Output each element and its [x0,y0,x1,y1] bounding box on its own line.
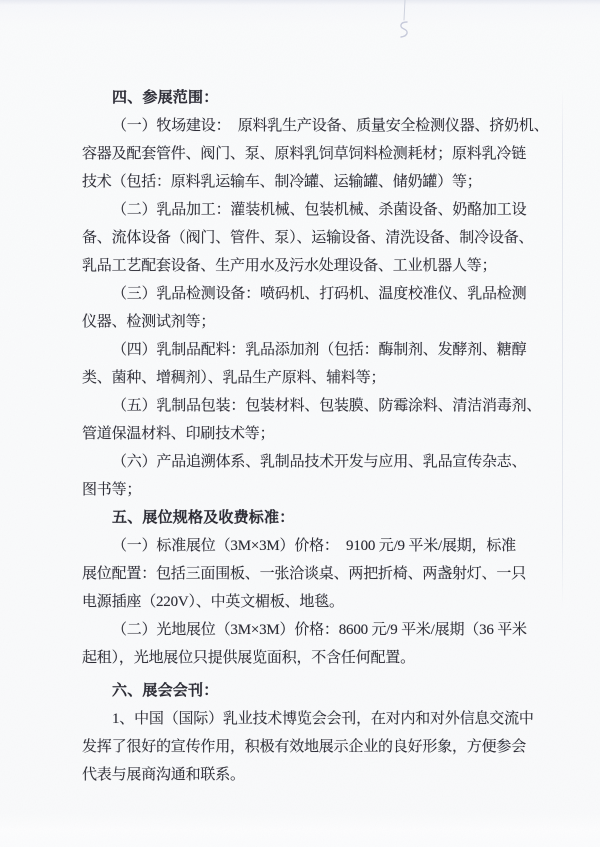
text-line: （五）乳制品包装：包装材料、包装膜、防霉涂料、清洁消毒剂、 [112,398,542,414]
text-line: 图书等； [82,482,142,498]
text-line: 五、展位规格及收费标准： [112,510,295,526]
text-line: （二）乳品加工：灌装机械、包装机械、杀菌设备、奶酪加工设 [112,202,527,218]
text-line: 代表与展商沟通和联系。 [82,767,245,783]
text-line: 乳品工艺配套设备、生产用水及污水处理设备、工业机器人等； [82,258,497,274]
text-line: 电源插座（220V）、中英文楣板、地毯。 [82,594,344,610]
text-line: 起租），光地展位只提供展览面积，不含任何配置。 [82,650,415,666]
text-line: （三）乳品检测设备：喷码机、打码机、温度校准仪、乳品检测 [112,286,527,302]
text-line: 六、展会会刊： [112,683,219,699]
text-line: 容器及配套管件、阀门、泵、原料乳饲草饲料检测耗材；原料乳冷链 [82,146,527,162]
pencil-squiggle-mark [392,0,416,48]
text-line: 展位配置：包括三面围板、一张洽谈桌、两把折椅、两盏射灯、一只 [82,566,527,582]
document-body [82,84,549,789]
text-line: （一）牧场建设： 原料乳生产设备、质量安全检测仪器、挤奶机、 [112,118,549,134]
text-line: （二）光地展位（3M×3M）价格：8600 元/9 平米/展期（36 平米 [112,622,527,638]
text-line: 类、菌种、增稠剂）、乳品生产原料、辅料等； [82,370,386,386]
text-line: 仪器、检测试剂等； [82,314,216,330]
text-line: 技术（包括：原料乳运输车、制冷罐、运输罐、储奶罐）等； [82,174,482,190]
text-line: 四、参展范围： [112,90,219,106]
text-line: 备、流体设备（阀门、管件、泵）、运输设备、清洗设备、制冷设备、 [82,230,534,246]
text-line: 1、中国（国际）乳业技术博览会会刊，在对内和对外信息交流中 [112,711,534,727]
text-line: （六）产品追溯体系、乳制品技术开发与应用、乳品宣传杂志、 [112,454,527,470]
text-line: 管道保温材料、印刷技术等； [82,426,275,442]
text-line: （四）乳制品配料：乳品添加剂（包括：酶制剂、发酵剂、糖醇 [112,342,527,358]
text-line: （一）标准展位（3M×3M）价格： 9100 元/9 平米/展期，标准 [112,538,516,554]
paper-crease-line [562,88,563,608]
text-line: 发挥了很好的宣传作用，积极有效地展示企业的良好形象，方便参会 [82,739,527,755]
